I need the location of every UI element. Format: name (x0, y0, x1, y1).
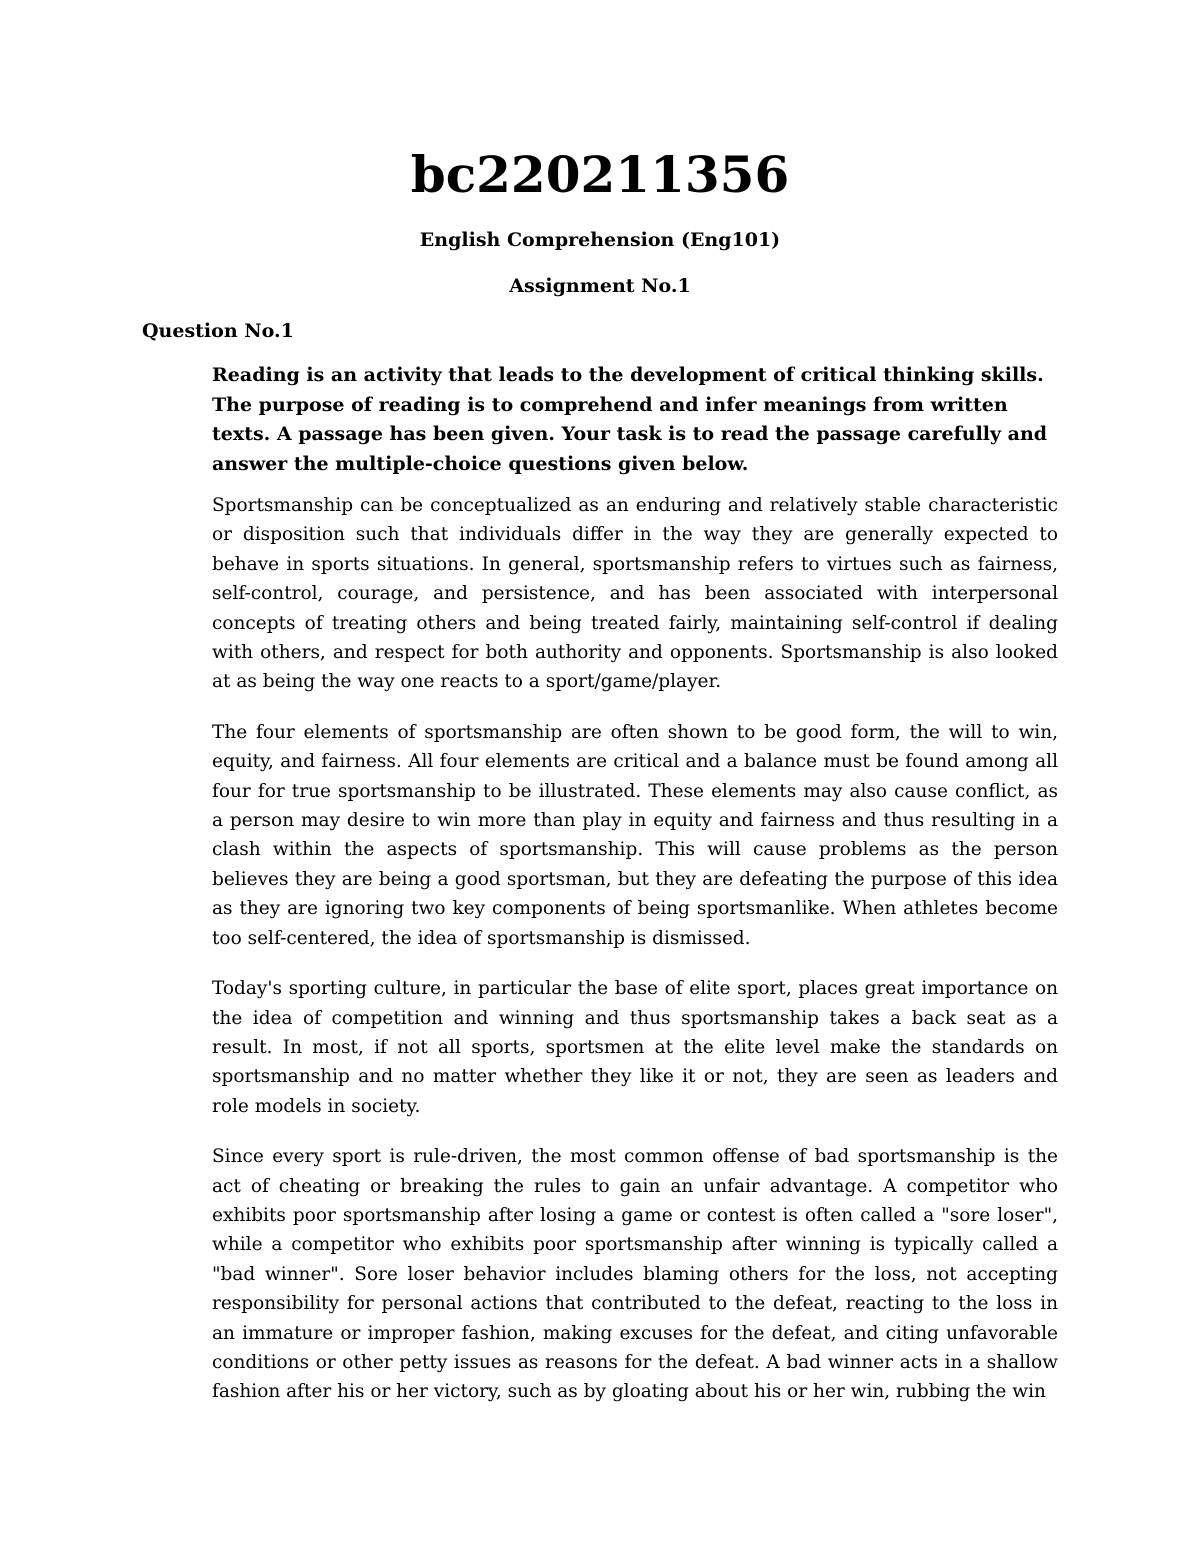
reading-passage (212, 491, 1058, 1428)
student-id-title: bc220211356 (410, 145, 790, 204)
assignment-title: Assignment No.1 (509, 275, 691, 297)
passage-paragraph-4: Since every sport is rule-driven, the most common offense of bad sportsmanship is the act of cheating or breaking the rules to gain an unfair advantage. A competitor who exhibits poor sportsmanship after losing a game or contest is often called a "sore loser", while a competitor who exhibits poor sportsmanship after winning is typically called a "bad winner". Sore loser behavior includes blaming others for the loss, not accepting responsibility for personal actions that contributed to the defeat, reacting to the loss in an immature or improper fashion, making excuses for the defeat, and citing unfavorable conditions or other petty issues as reasons for the defeat. A bad winner acts in a shallow fashion after his or her victory, such as by gloating about his or her win, rubbing the win (212, 1146, 1058, 1403)
question-heading: Question No.1 (142, 320, 294, 342)
passage-paragraph-3: Today's sporting culture, in particular the base of elite sport, places great importance on the idea of competition and winning and thus sportsmanship takes a back seat as a result. In most, if not all sports, sportsmen at the elite level make the standards on sportsmanship and no matter whether they like it or not, they are seen as leaders and role models in society. (212, 978, 1058, 1117)
passage-paragraph-2: The four elements of sportsmanship are often shown to be good form, the will to win, equity, and fairness. All four elements are critical and a balance must be found among all four for true sportsmanship to be illustrated. These elements may also cause conflict, as a person may desire to win more than play in equity and fairness and thus resulting in a clash within the aspects of sportsmanship. This will cause problems as the person believes they are being a good sportsman, but they are defeating the purpose of this idea as they are ignoring two key components of being sportsmanlike. When athletes become too self-centered, the idea of sportsmanship is dismissed. (212, 721, 1058, 949)
passage-paragraph-1: Sportsmanship can be conceptualized as an enduring and relatively stable characteristic or disposition such that individuals differ in the way they are generally expected to behave in sports situations. In general, sportsmanship refers to virtues such as fairness, self-control, courage, and persistence, and has been associated with interpersonal concepts of treating others and being treated fairly, maintaining self-control if dealing with others, and respect for both authority and opponents. Sportsmanship is also looked at as being the way one reacts to a sport/game/player. (212, 495, 1058, 693)
question-instructions: Reading is an activity that leads to the development of critical thinking skills. The purpose of reading is to comprehend and infer meanings from written texts. A passage has been given. Your task is to read the passage carefully and answer the multiple-choice questions given below. (212, 364, 1048, 475)
course-title: English Comprehension (Eng101) (419, 229, 781, 251)
